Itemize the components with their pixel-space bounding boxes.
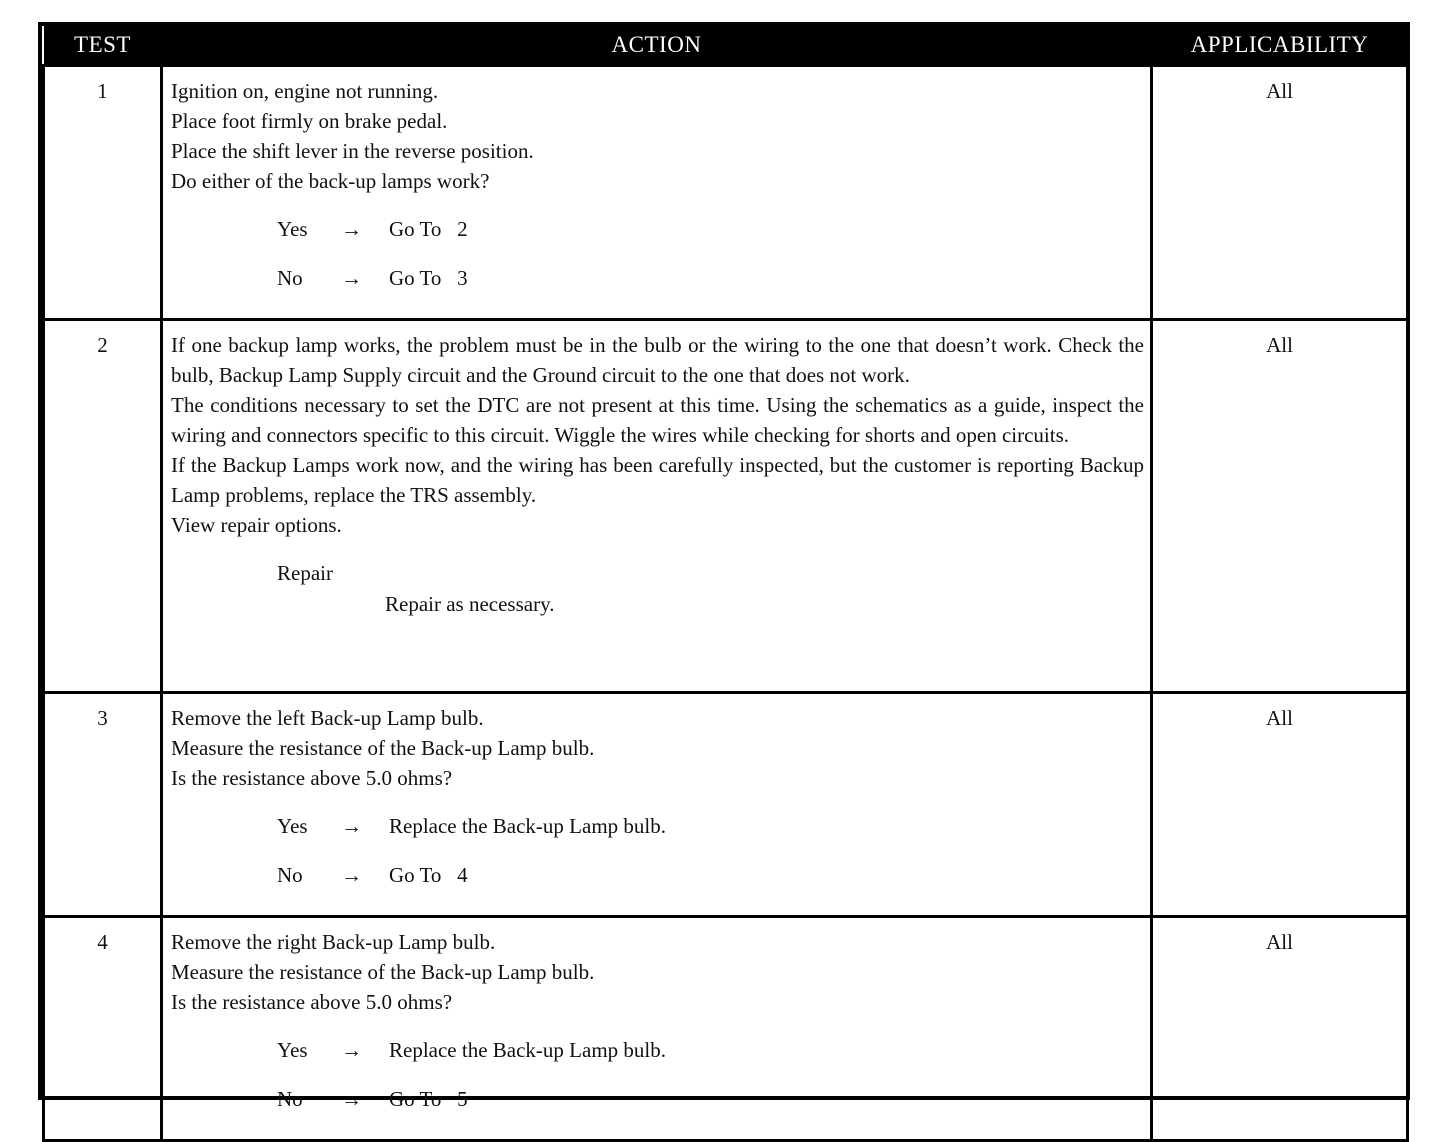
- header-action: ACTION: [162, 26, 1152, 66]
- action-line: Place foot firmly on brake pedal.: [171, 109, 448, 133]
- applicability-value: All: [1152, 917, 1408, 1141]
- answer-no: [277, 263, 1144, 312]
- answer-label: Yes: [277, 814, 308, 838]
- applicability-value: All: [1152, 693, 1408, 917]
- answer-options: [171, 1035, 1144, 1133]
- action-line: Do either of the back-up lamps work?: [171, 169, 490, 193]
- answer-no: [277, 860, 1144, 909]
- header-applicability: APPLICABILITY: [1152, 26, 1408, 66]
- answer-options: [171, 811, 1144, 909]
- action-cell: [162, 320, 1152, 693]
- action-line: Measure the resistance of the Back-up Lamp bulb.: [171, 960, 595, 984]
- answer-label: Yes: [277, 217, 308, 241]
- action-cell: [162, 917, 1152, 1141]
- action-line: Is the resistance above 5.0 ohms?: [171, 990, 453, 1014]
- right-arrow-icon: →: [341, 814, 362, 838]
- answer-label: No: [277, 863, 303, 887]
- test-number: 3: [44, 693, 162, 917]
- answer-label: No: [277, 1087, 303, 1111]
- answer-target: Replace the Back-up Lamp bulb.: [389, 814, 666, 838]
- action-line: Ignition on, engine not running.: [171, 79, 439, 103]
- repair-label: Repair: [277, 561, 333, 585]
- answer-target: Replace the Back-up Lamp bulb.: [389, 1038, 666, 1062]
- right-arrow-icon: →: [341, 217, 362, 241]
- answer-no: [277, 1084, 1144, 1133]
- table-row: [44, 693, 1408, 917]
- applicability-value: All: [1152, 320, 1408, 693]
- action-line: Remove the right Back-up Lamp bulb.: [171, 930, 496, 954]
- answer-yes: [277, 214, 1144, 263]
- answer-label: Yes: [277, 1038, 308, 1062]
- answer-target: Go To 4: [389, 863, 468, 887]
- applicability-value: All: [1152, 66, 1408, 320]
- action-line: Place the shift lever in the reverse position.: [171, 139, 534, 163]
- action-cell: [162, 693, 1152, 917]
- action-line: Measure the resistance of the Back-up Lamp bulb.: [171, 736, 595, 760]
- answer-label: No: [277, 266, 303, 290]
- test-number: 1: [44, 66, 162, 320]
- right-arrow-icon: →: [341, 1087, 362, 1111]
- answer-yes: [277, 1035, 1144, 1084]
- right-arrow-icon: →: [341, 266, 362, 290]
- action-line: Remove the left Back-up Lamp bulb.: [171, 706, 484, 730]
- repair-options: [171, 558, 1144, 620]
- diagnostic-test-table: [42, 26, 1409, 1142]
- answer-target: Go To 3: [389, 266, 468, 290]
- action-cell: [162, 66, 1152, 320]
- answer-options: [171, 214, 1144, 312]
- action-paragraph: The conditions necessary to set the DTC are not present at this time. Using the schematics as a guide, inspect the wiring and connectors specific to this circuit. Wiggle the wires while checking for shorts and open circuits.: [171, 393, 1144, 447]
- action-line: Is the resistance above 5.0 ohms?: [171, 766, 453, 790]
- answer-yes: [277, 811, 1144, 860]
- repair-text: Repair as necessary.: [385, 592, 555, 616]
- table-header: [44, 26, 1408, 66]
- table-row: [44, 320, 1408, 693]
- table-row: [44, 66, 1408, 320]
- action-paragraph: If one backup lamp works, the problem must be in the bulb or the wiring to the one that doesn’t work. Check the bulb, Backup Lamp Supply circuit and the Ground circuit to the one that does not work.: [171, 333, 1144, 387]
- right-arrow-icon: →: [341, 1038, 362, 1062]
- diagnostic-table-frame: [38, 22, 1410, 1111]
- answer-target: Go To 2: [389, 217, 468, 241]
- test-number: 4: [44, 917, 162, 1141]
- action-paragraph: View repair options.: [171, 513, 342, 537]
- test-number: 2: [44, 320, 162, 693]
- action-paragraph: If the Backup Lamps work now, and the wiring has been carefully inspected, but the customer is reporting Backup Lamp problems, replace the TRS assembly.: [171, 453, 1144, 507]
- answer-target: Go To 5: [389, 1087, 468, 1111]
- header-test: TEST: [44, 26, 162, 66]
- right-arrow-icon: →: [341, 863, 362, 887]
- table-row: [44, 917, 1408, 1141]
